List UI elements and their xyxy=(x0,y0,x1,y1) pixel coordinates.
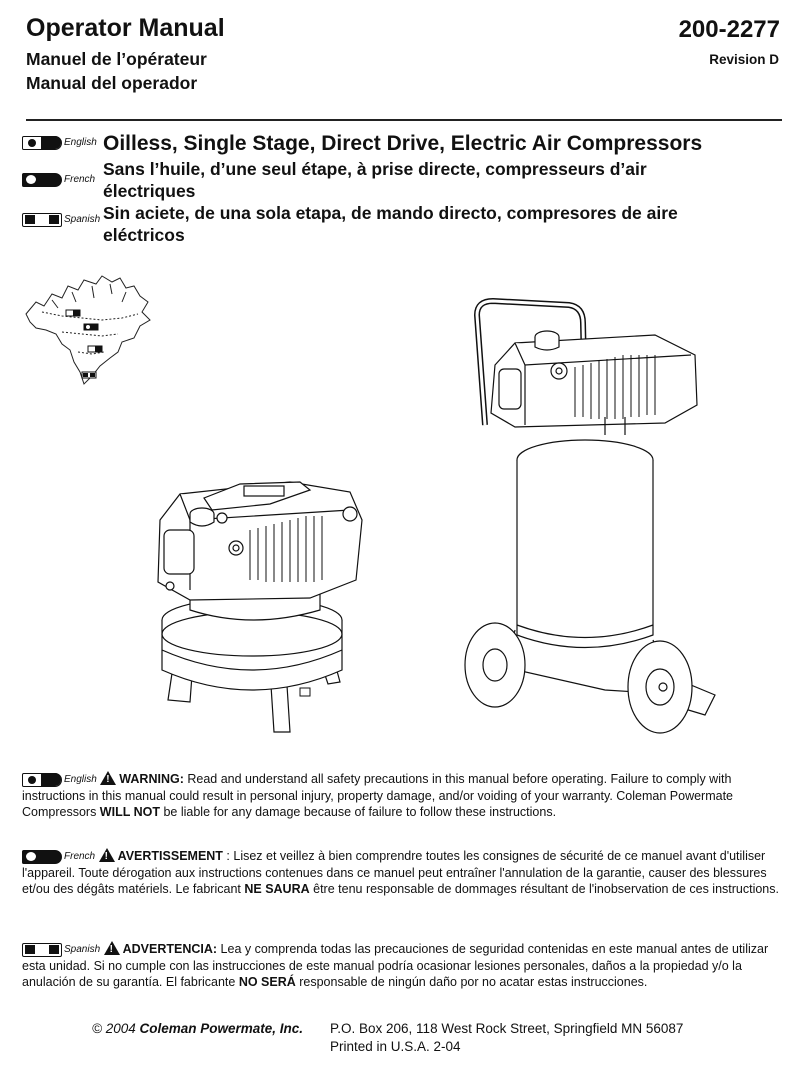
lang-label-english: English xyxy=(64,137,97,149)
warning-bold-spanish: NO SERÁ xyxy=(238,974,296,989)
lang-label-spanish: Spanish xyxy=(64,214,101,226)
title-english: Operator Manual xyxy=(26,14,225,42)
product-title-english: Oilless, Single Stage, Direct Drive, Electric Air Compressors xyxy=(103,132,703,155)
french-flag-icon xyxy=(22,850,62,864)
warning-english xyxy=(22,771,782,820)
footer-address: P.O. Box 206, 118 West Rock Street, Springfield MN 56087 xyxy=(330,1021,684,1036)
flag-french-title xyxy=(22,171,95,189)
english-flag-icon xyxy=(22,136,62,150)
title-french: Manuel de l’opérateur xyxy=(26,49,207,69)
warning-text-spanish-1: Lea y comprenda todas las precauciones de seguridad contenidas en este manual antes de utilizar esta unidad. Si no cumple con las instrucciones de este manual podría ocasionar lesiones personales, daños a la propiedad y/o la anulación de su garantía. El fabricante xyxy=(22,942,769,989)
north-america-map-icon xyxy=(22,272,157,387)
warning-text-english-1: Read and understand all safety precautions in this manual before operating. Failure to comply with instructions in this manual could result in personal injury, property damage, and/or voiding of your warranty. Coleman Powermate Compressors xyxy=(22,772,733,819)
title-spanish: Manual del operador xyxy=(26,73,198,93)
spanish-flag-icon xyxy=(22,943,62,957)
warning-text-french-2: être tenu responsable de dommages résultant de l'inobservation de ces instructions. xyxy=(309,881,779,896)
warning-spanish xyxy=(22,941,782,990)
warning-text-french-1: : Lisez et veillez à bien comprendre toutes les consignes de sécurité de ce manuel avant d'utiliser l'appareil. Toute dérogation aux instructions contenues dans ce manuel peut entraîner l'annulation de la garantie, causer des blessures et/ou des dégâts matériels. Le fabricant xyxy=(22,849,767,896)
lang-label-spanish: Spanish xyxy=(64,943,101,955)
french-flag-icon xyxy=(22,173,62,187)
warning-label-spanish: ADVERTENCIA: xyxy=(122,942,218,956)
copyright-year: © 2004 xyxy=(92,1021,136,1036)
lang-label-french: French xyxy=(64,174,96,186)
product-title-spanish: Sin aciete, de una sola etapa, de mando directo, compresores de aire eléctricos xyxy=(103,203,678,245)
warning-label-english: WARNING: xyxy=(119,772,184,786)
warning-text-english-2: be liable for any damage because of failure to follow these instructions. xyxy=(159,804,557,819)
spanish-flag-icon xyxy=(22,213,62,227)
lang-label-english: English xyxy=(64,773,97,785)
company-name: Coleman Powermate, Inc. xyxy=(139,1021,304,1036)
revision-label: Revision D xyxy=(709,52,779,67)
flag-spanish-title xyxy=(22,211,100,229)
warning-triangle-icon xyxy=(100,771,116,785)
warning-text-spanish-2: responsable de ningún daño por no acatar estas instrucciones. xyxy=(295,974,648,989)
footer-copyright xyxy=(92,1020,303,1038)
header-divider xyxy=(26,119,782,121)
warning-bold-french: NE SAURA xyxy=(244,881,310,896)
flag-english-title xyxy=(22,134,97,152)
warning-french xyxy=(22,848,782,897)
lang-label-french: French xyxy=(64,850,96,862)
warning-bold-english: WILL NOT xyxy=(99,804,160,819)
product-title-french: Sans l’huile, d’une seul étape, à prise directe, compresseurs d’air électriques xyxy=(103,159,647,201)
warning-label-french: AVERTISSEMENT xyxy=(117,849,223,863)
warning-triangle-icon xyxy=(99,848,115,862)
english-flag-icon xyxy=(22,773,62,787)
pancake-compressor-illustration xyxy=(150,470,365,745)
footer-printed: Printed in U.S.A. 2-04 xyxy=(330,1039,461,1054)
vertical-compressor-illustration xyxy=(455,295,730,745)
warning-triangle-icon xyxy=(104,941,120,955)
document-number: 200-2277 xyxy=(678,16,780,43)
